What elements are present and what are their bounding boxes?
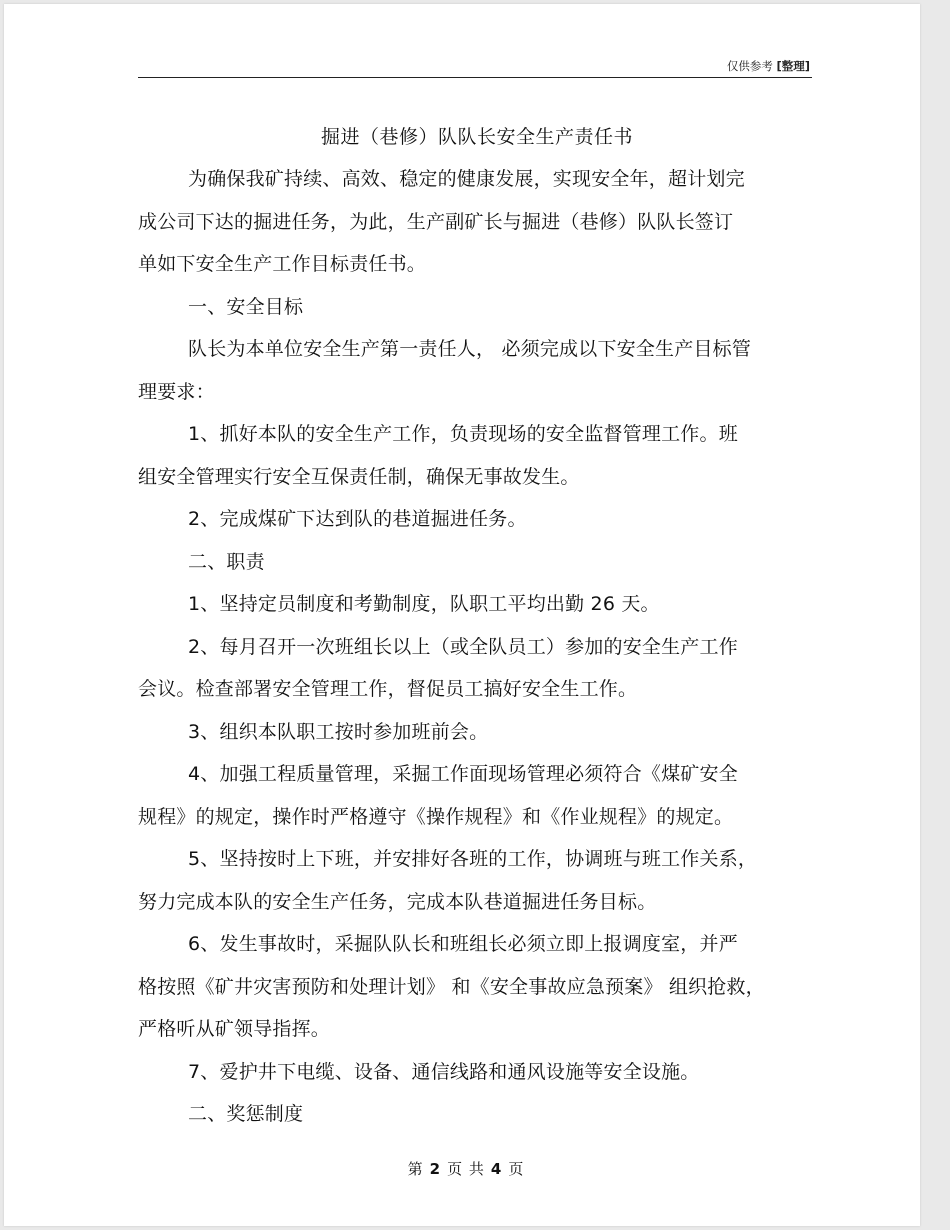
text-line: 2、完成煤矿下达到队的巷道掘进任务。 — [188, 508, 527, 530]
text-line: 成公司下达的掘进任务，为此，生产副矿长与掘进（巷修）队队长签订 — [138, 210, 734, 233]
footer-middle: 页 共 — [447, 1160, 485, 1178]
header-note: 仅供参考 — [726, 59, 773, 73]
text-line: 1、抓好本队的安全生产工作，负责现场的安全监督管理工作。班 — [188, 423, 738, 445]
text-line: 严格听从矿领导指挥。 — [138, 1018, 331, 1040]
text-line: 理要求： — [138, 380, 215, 403]
document-page — [4, 4, 920, 1226]
document-title: 掘进（巷修）队队长安全生产责任书 — [320, 126, 633, 148]
footer-suffix: 页 — [508, 1160, 525, 1178]
document-body — [138, 158, 818, 1136]
text-line: 5、坚持按时上下班，并安排好各班的工作，协调班与班工作关系， — [188, 848, 758, 870]
text-line: 1、坚持定员制度和考勤制度，队职工平均出勤 26 天。 — [188, 593, 660, 615]
text-line: 组安全管理实行安全互保责任制，确保无事故发生。 — [138, 465, 580, 488]
text-line: 格按照《矿井灾害预防和处理计划》 和《安全事故应急预案》 组织抢救， — [138, 975, 765, 998]
text-line: 一、安全目标 — [188, 295, 304, 318]
text-line: 会议。检查部署安全管理工作，督促员工搞好安全生工作。 — [138, 678, 638, 700]
footer-page-number: 2 — [429, 1160, 442, 1178]
text-line: 6、发生事故时，采掘队队长和班组长必须立即上报调度室，并严 — [188, 933, 738, 955]
page-header — [138, 58, 810, 78]
text-line: 队长为本单位安全生产第一责任人， 必须完成以下安全生产目标管 — [188, 338, 752, 360]
footer-page-total: 4 — [490, 1160, 503, 1178]
text-line: 7、爱护井下电缆、设备、通信线路和通风设施等安全设施。 — [188, 1060, 700, 1083]
text-line: 二、奖惩制度 — [188, 1103, 304, 1125]
text-line: 为确保我矿持续、高效、稳定的健康发展，实现安全年，超计划完 — [188, 168, 745, 190]
footer-prefix: 第 — [407, 1160, 424, 1178]
text-line: 努力完成本队的安全生产任务，完成本队巷道掘进任务目标。 — [138, 890, 657, 913]
header-bracket: [整理] — [776, 59, 810, 73]
text-line: 二、职责 — [188, 550, 265, 573]
text-line: 单如下安全生产工作目标责任书。 — [138, 253, 427, 275]
text-line: 规程》的规定，操作时严格遵守《操作规程》和《作业规程》的规定。 — [138, 805, 734, 828]
text-line: 3、组织本队职工按时参加班前会。 — [188, 720, 489, 743]
page-footer — [8, 1158, 924, 1179]
text-line: 2、每月召开一次班组长以上（或全队员工）参加的安全生产工作 — [188, 635, 738, 658]
header-divider — [138, 77, 812, 78]
text-line: 4、加强工程质量管理，采掘工作面现场管理必须符合《煤矿安全 — [188, 763, 738, 785]
